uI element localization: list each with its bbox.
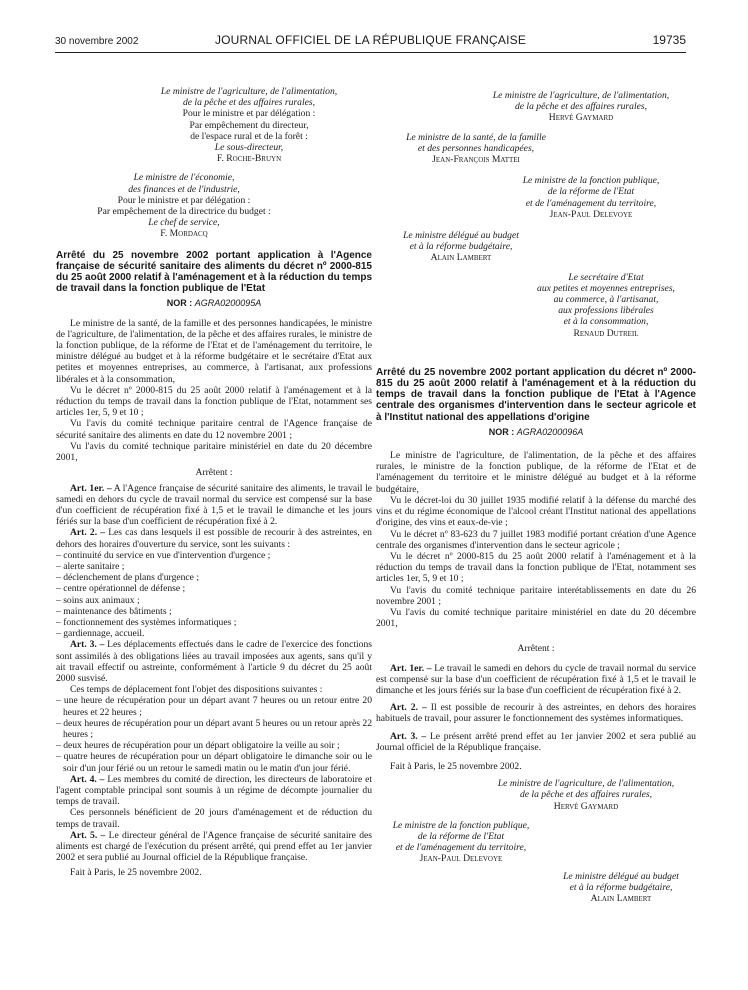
signature-block [56,172,372,239]
article-label: Art. 5. – [70,829,106,841]
signature-block [376,272,696,339]
signatory-name: F. Roche-Bruyn [216,153,282,165]
article-label: Art. 1er. – [390,662,432,674]
sig-line: Le ministre de l'agriculture, de l'alimentation, [497,778,675,790]
sig-line: et des personnes handicapées, [417,142,535,154]
sig-line: Pour le ministre et par délégation : [117,194,251,206]
sig-line: et à la réforme budgétaire, [569,881,673,893]
page-number: 19735 [652,33,686,47]
considerant: Vu l'avis du comité technique paritaire central de l'Agence française de sécurité sanitaire des aliments en date du 12 novembre 2001 ; [56,418,372,441]
article-3 [56,639,372,684]
signatory-name: Jean-Paul Delevoye [549,208,633,220]
considerant: Vu le décret nº 2000-815 du 25 août 2000 relatif à l'aménagement et à la réduction du temps de travail dans la fonction publique de l'Etat, notamment ses articles 1er, 5, 9 et 10 ; [56,384,372,419]
preamble: Le ministre de la santé, de la famille et des personnes handicapées, le ministre de l'agriculture, de l'alimentation, de la pêche et des affaires rurales, le ministre de la fonction publique, de la réforme de l'Etat et de l'aménagement du territoire, le ministre délégué au budget et à la réforme budgétaire et le secrétaire d'Etat aux petites et moyennes entreprises, au commerce, à l'artisanat, aux professions libérales et à la consommation, [56,317,372,385]
nor-code: AGRA0200096A [516,426,584,437]
article-text: Les déplacements effectués dans le cadre de l'exercice des fonctions sont assimilés à des obligations liées au travail imposées aux agents, sans qu'il y ait travail effectif ou astreinte, conformément à l'article 9 du décret du 25 août 2000 susvisé. [56,639,372,684]
decree-title: Arrêté du 25 novembre 2002 portant application du décret nº 2000-815 du 25 août 2000 relatif à l'aménagement et à la réduction du temps de travail dans la fonction publique de l'Etat à l'Agence centrale des organismes d'intervention dans le secteur agricole et à l'Institut national des appellations d'origine [376,366,696,423]
article-text: A l'Agence française de sécurité sanitaire des aliments, le travail le samedi en dehors du cycle de travail normal du service est compensé sur la base d'un coefficient de récupération fixé à 1,5 et le travail le dimanche et les jours fériés sur la base d'un coefficient de récupération fixé à 2. [56,482,372,528]
list-item: – deux heures de récupération pour un départ avant 5 heures ou un retour après 22 heures ; [56,717,372,740]
sig-line: des finances et de l'industrie, [128,183,240,195]
preamble: Le ministre de l'agriculture, de l'alimentation, de la pêche et des affaires rurales, le ministre de la fonction publique, de la réforme de l'Etat et de l'aménagement du territoire et le ministre délégué au budget et à la réforme budgétaire, [376,450,696,495]
left-column [56,86,372,879]
list-item: – une heure de récupération pour un départ avant 7 heures ou un retour entre 20 heures et 22 heures ; [56,695,372,718]
nor-code: AGRA0200095A [194,298,262,309]
sig-line: Le ministre de la santé, de la famille [406,131,546,143]
sig-line: Le ministre de l'agriculture, de l'alimentation, [160,86,338,97]
sig-line: de l'espace rural et de la forêt : [190,130,308,142]
list-item: – quatre heures de récupération pour un départ obligatoire le dimanche soir ou le soir d'un jour férié ou un retour le samedi matin ou le matin d'un jour férié. [56,751,372,774]
signature-block [376,820,696,865]
sig-line: Le sous-directeur, [214,142,284,154]
nor-reference [56,298,372,309]
article-text: Ces personnels bénéficient de 20 jours d'aménagement et de réduction du temps de travail. [56,807,372,830]
article-label: Art. 2. – [390,702,427,714]
signature-block [56,86,372,164]
nor-reference [376,427,696,438]
arretent: Arrêtent : [195,467,233,479]
article-label: Art. 3. – [70,639,105,651]
sig-line: Par empêchement du directeur, [189,119,309,131]
signature-block [376,871,696,905]
signatory-name: Alain Lambert [430,252,492,264]
decree-title: Arrêté du 25 novembre 2002 portant application à l'Agence française de sécurité sanitaire des aliments du décret nº 2000-815 du 25 août 2000 relatif à l'aménagement et à la réduction du temps de travail dans la fonction publique de l'Etat [56,249,372,295]
signature-block [376,778,696,812]
header-rule [55,52,686,53]
right-column [376,90,696,904]
signatory-name: Hervé Gaymard [548,112,614,124]
sig-line: Le ministre délégué au budget [563,870,679,882]
article-label: Art. 3. – [390,730,427,742]
signatory-name: Renaud Dutreil [573,327,639,339]
list-item: – déclenchement de plans d'urgence ; [56,572,200,584]
considerant: Vu le décret nº 2000-815 du 25 août 2000 relatif à l'aménagement et à la réduction du temps de travail dans la fonction publique de l'Etat, notamment ses articles 1er, 5, 9 et 10 ; [376,550,696,585]
list-item: – fonctionnement des systèmes informatiques ; [56,616,237,628]
page-header [55,33,686,51]
signatory-name: Hervé Gaymard [553,800,619,812]
fait-a-paris: Fait à Paris, le 25 novembre 2002. [70,867,202,879]
signature-block [376,230,696,264]
article-3 [376,731,696,753]
list-item: – continuité du service en vue d'intervention d'urgence ; [56,549,271,561]
sig-line: de la pêche et des affaires rurales, [182,97,316,109]
article-label: Art. 4. – [70,773,105,785]
list-item: – maintenance des bâtiments ; [56,605,172,617]
article-text: Le directeur général de l'Agence française de sécurité sanitaire des aliments est chargé de l'exécution du présent arrêté, qui prend effet au 1er janvier 2002 et sera publié au Journal officiel de la République française. [56,829,372,864]
list-item: – centre opérationnel de défense ; [56,583,186,595]
article-text: Les cas dans lesquels il est possible de recourir à des astreintes, en dehors des horaires d'ouverture du service, sont les suivants : [56,527,372,550]
list-item: – gardiennage, accueil. [56,628,145,640]
sig-line: Par empêchement de la directrice du budget : [97,206,271,218]
signature-block [376,175,696,220]
sig-line: Le ministre délégué au budget [403,230,519,242]
sig-line: de la pêche et des affaires rurales, [519,789,653,801]
sig-line: Le ministre de la fonction publique, [392,819,530,831]
list-item: – soins aux animaux ; [56,594,140,606]
journal-title: JOURNAL OFFICIEL DE LA RÉPUBLIQUE FRANÇAISE [214,33,527,47]
article-4 [56,774,372,808]
sig-line: et à la consommation, [563,316,649,328]
signatory-name: Jean-François Mattei [432,154,520,166]
article-text: Le présent arrêté prend effet au 1er janvier 2002 et sera publié au Journal officiel de la République française. [376,730,696,753]
list-item: – alerte sanitaire ; [56,560,125,572]
article-label: Art. 1er. – [70,482,112,494]
sig-line: Le ministre de la fonction publique, [522,175,660,187]
article-1 [376,663,696,697]
article-text: Ces temps de déplacement font l'objet des dispositions suivantes : [70,684,323,696]
list-item: – deux heures de récupération pour un départ obligatoire la veille au soir ; [56,740,340,752]
sig-line: de la réforme de l'Etat [547,186,635,198]
considerant: Vu l'avis du comité technique paritaire ministériel en date du 20 décembre 2001, [376,606,696,630]
issue-date: 30 novembre 2002 [55,36,139,47]
sig-line: et de l'aménagement du territoire, [395,842,527,854]
nor-label: NOR : [488,426,515,437]
considerant: Vu l'avis du comité technique paritaire interétablissements en date du 26 novembre 2001 ; [376,584,696,607]
signatory-name: Jean-Paul Delevoye [419,853,503,865]
article-label: Art. 2. – [70,527,106,539]
sig-line: et de l'aménagement du territoire, [525,197,657,209]
arretent: Arrêtent : [517,643,555,655]
considerant: Vu l'avis du comité technique paritaire ministériel en date du 20 décembre 2001, [56,440,372,464]
sig-line: Pour le ministre et par délégation : [182,108,316,120]
signature-block [376,90,696,124]
article-text: Les membres du comité de direction, les directeurs de laboratoire et l'agent comptable principal sont soumis à un régime de décompte journalier du temps de travail. [56,773,372,808]
fait-a-paris: Fait à Paris, le 25 novembre 2002. [390,760,522,772]
considerant: Vu le décret nº 83-623 du 7 juillet 1983 modifié portant création d'une Agence centrale des organismes d'intervention dans le secteur agricole ; [376,528,696,551]
sig-line: Le chef de service, [148,217,220,229]
sig-line: au commerce, à l'artisanat, [553,294,659,306]
article-5 [56,830,372,864]
sig-line: et à la réforme budgétaire, [409,241,513,253]
article-1 [56,483,372,528]
sig-line: Le ministre de l'économie, [133,172,235,184]
sig-line: aux professions libérales [558,305,654,317]
sig-line: Le secrétaire d'Etat [568,271,644,283]
sig-line: de la pêche et des affaires rurales, [514,101,648,113]
article-2 [376,702,696,724]
sig-line: Le ministre de l'agriculture, de l'alimentation, [492,90,670,101]
signatory-name: Alain Lambert [590,892,652,904]
article-text: Il est possible de recourir à des astreintes, en dehors des horaires habituels de travail, pour assurer le fonctionnement des systèmes informatiques. [376,702,696,725]
article-text: Le travail le samedi en dehors du cycle de travail normal du service est compensé sur la base d'un coefficient de récupération fixé à 1,5 et le travail le dimanche et les jours fériés sur la base d'un coefficient de récupération fixé à 2. [376,662,696,696]
considerant: Vu le décret-loi du 30 juillet 1935 modifié relatif à la défense du marché des vins et du régime économique de l'alcool créant l'Institut national des appellations d'origine, des vins et eaux-de-vie ; [376,494,696,529]
article-2 [56,527,372,549]
sig-line: aux petites et moyennes entreprises, [537,282,675,294]
signatory-name: F. Mordacq [160,228,208,240]
nor-label: NOR : [166,298,193,309]
sig-line: de la réforme de l'Etat [417,830,505,842]
signature-block [376,132,696,166]
